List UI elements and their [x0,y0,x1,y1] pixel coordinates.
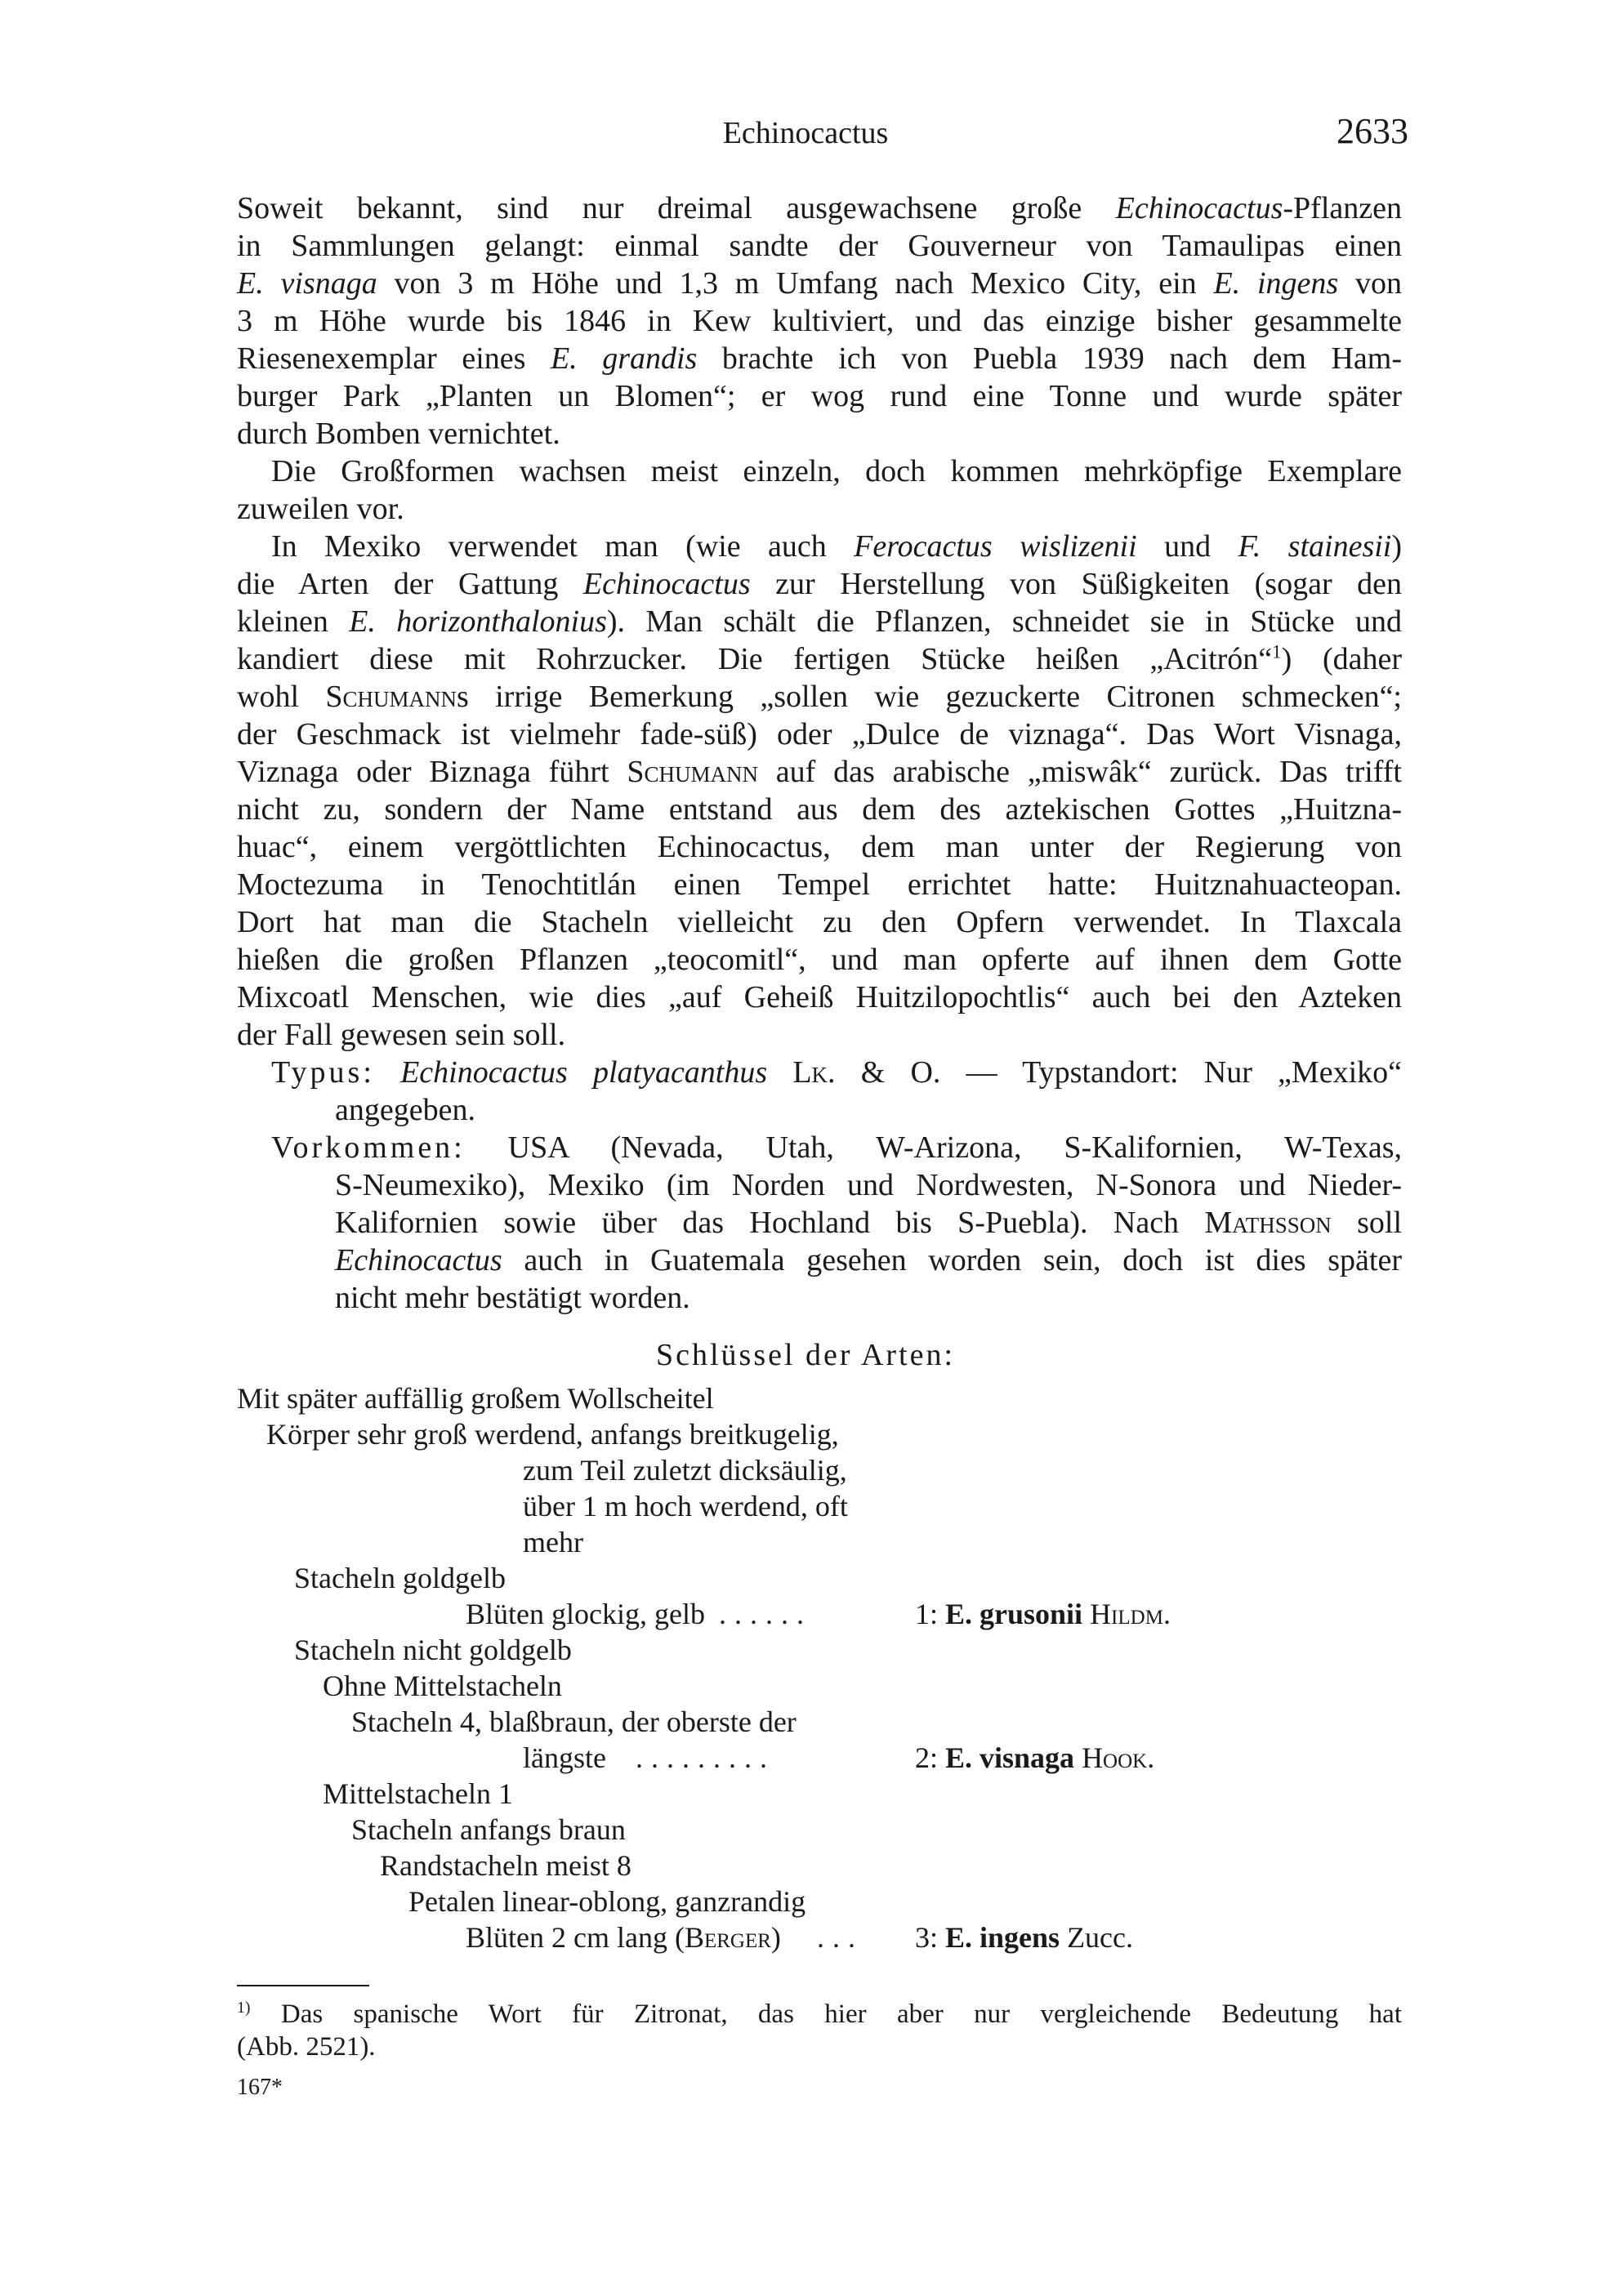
text-line: Riesenexemplar eines E. grandis brachte ich von Puebla 1939 nach dem Ham- [237,341,1402,376]
text-line: nicht zu, sondern der Name entstand aus dem des aztekischen Gottes „Huitzna- [237,792,1402,827]
key-result-author: Hook. [1082,1741,1155,1774]
key-line: zum Teil zuletzt dicksäulig, [523,1454,847,1487]
key-result-species: E. visnaga [945,1741,1075,1774]
key-line: Stacheln nicht goldgelb [294,1634,572,1666]
key-line: über 1 m hoch werdend, oft [523,1490,848,1522]
signature-mark: 167* [237,2075,283,2100]
text-line: Mixcoatl Menschen, wie dies „auf Geheiß Huitzilopochtlis“ auch bei den Azteken [237,980,1402,1014]
page-number: 2633 [1337,111,1408,151]
typus-line: angegeben. [335,1093,475,1127]
key-line: mehr [523,1526,583,1558]
key-line: Körper sehr groß werdend, anfangs breitkugelig, [266,1418,839,1451]
vorkommen-line: Kalifornien sowie über das Hochland bis S-Puebla). Nach Mathsson soll [335,1206,1403,1240]
text-line: kleinen E. horizonthalonius). Man schält die Pflanzen, schneidet sie in Stücke und [237,604,1402,639]
key-result-number: 3: [915,1921,939,1954]
key-heading: Schlüssel der Arten: [655,1338,956,1372]
text-line: kandiert diese mit Rohrzucker. Die fertigen Stücke heißen „Acitrón“$^1$) (daher [237,641,1402,676]
key-result-visnaga [915,1740,1154,1776]
key-line: längste [523,1741,606,1774]
key-leader-dots: ...... [719,1598,812,1630]
key-leader-dots: ... [817,1921,864,1954]
text-line: Viznaga oder Biznaga führt Schumann auf das arabische „miswâk“ zurück. Das trifft [237,755,1402,789]
text-line: huac“, einem vergöttlichten Echinocactus, dem man unter der Regierung von [237,830,1402,864]
key-line: Blüten 2 cm lang (Berger) [466,1921,781,1954]
key-result-species: E. ingens [945,1921,1060,1954]
text-line: E. visnaga von 3 m Höhe und 1,3 m Umfang nach Mexico City, ein E. ingens von [237,266,1402,301]
text-line: wohl Schumanns irrige Bemerkung „sollen wie gezuckerte Citronen schmecken“; [237,680,1402,714]
footnote-line: $^{1)}$ Das spanische Wort für Zitronat, das hier aber nur vergleichende Bedeutung hat [237,1999,1402,2029]
key-line: Randstacheln meist 8 [380,1849,631,1882]
key-result-author: Zucc. [1067,1921,1134,1954]
footnote-line: (Abb. 2521). [237,2032,376,2062]
vorkommen-line: Vorkommen: USA (Nevada, Utah, W-Arizona, S-Kalifornien, W-Texas, [271,1130,1402,1165]
footnote-rule [237,1985,369,1986]
key-line: Ohne Mittelstacheln [323,1670,562,1702]
key-line: Blüten glockig, gelb [466,1598,705,1630]
text-line: Die Großformen wachsen meist einzeln, doch kommen mehrköpfige Exemplare [271,454,1402,488]
key-line: Mit später auffällig großem Wollscheitel [237,1382,714,1415]
vorkommen-line: Echinocactus auch in Guatemala gesehen worden sein, doch ist dies später [335,1243,1402,1277]
text-line: der Fall gewesen sein soll. [237,1018,566,1052]
text-line: Moctezuma in Tenochtitlán einen Tempel errichtet hatte: Huitznahuacteopan. [237,867,1402,902]
text-line: burger Park „Planten un Blomen“; er wog rund eine Tonne und wurde später [237,379,1402,413]
key-result-author: Hildm. [1090,1598,1171,1630]
vorkommen-line: nicht mehr bestätigt worden. [335,1281,690,1315]
running-header-title: Echinocactus [722,116,889,150]
text-line: durch Bomben vernichtet. [237,417,560,451]
key-line: Petalen linear-oblong, ganzrandig [408,1885,806,1918]
footnote-marker: 1) [237,1999,251,2017]
text-line: hießen die großen Pflanzen „teocomitl“, und man opferte auf ihnen dem Gotte [237,943,1402,977]
key-result-grusonii [915,1596,1171,1632]
key-result-species: E. grusonii [945,1598,1083,1630]
key-line: Stacheln goldgelb [294,1562,506,1594]
key-result-ingens [915,1919,1133,1955]
key-result-number: 2: [915,1741,939,1774]
typus-line: Typus: Echinocactus platyacanthus Lk. & O. — Typstandort: Nur „Mexiko“ [271,1055,1402,1090]
text-line: der Geschmack ist vielmehr fade-süß) oder „Dulce de viznaga“. Das Wort Visnaga, [237,717,1402,751]
text-line: 3 m Höhe wurde bis 1846 in Kew kultiviert, und das einzige bisher gesammelte [237,304,1402,338]
key-line: Stacheln 4, blaßbraun, der oberste der [351,1705,797,1738]
key-result-number: 1: [915,1598,939,1630]
text-line: In Mexiko verwendet man (wie auch Ferocactus wislizenii und F. stainesii) [271,529,1403,564]
text-line: in Sammlungen gelangt: einmal sandte der Gouverneur von Tamaulipas einen [237,229,1402,263]
key-leader-dots: ......... [636,1741,775,1774]
vorkommen-line: S-Neumexiko), Mexiko (im Norden und Nordwesten, N-Sonora und Nieder- [335,1168,1402,1202]
text-line: zuweilen vor. [237,492,404,526]
key-line: Mittelstacheln 1 [323,1777,513,1810]
text-line: Soweit bekannt, sind nur dreimal ausgewachsene große Echinocactus-Pflanzen [237,191,1402,225]
text-line: Dort hat man die Stacheln vielleicht zu den Opfern verwendet. In Tlaxcala [237,905,1402,939]
key-line: Stacheln anfangs braun [351,1813,626,1846]
text-line: die Arten der Gattung Echinocactus zur Herstellung von Süßigkeiten (sogar den [237,567,1402,601]
